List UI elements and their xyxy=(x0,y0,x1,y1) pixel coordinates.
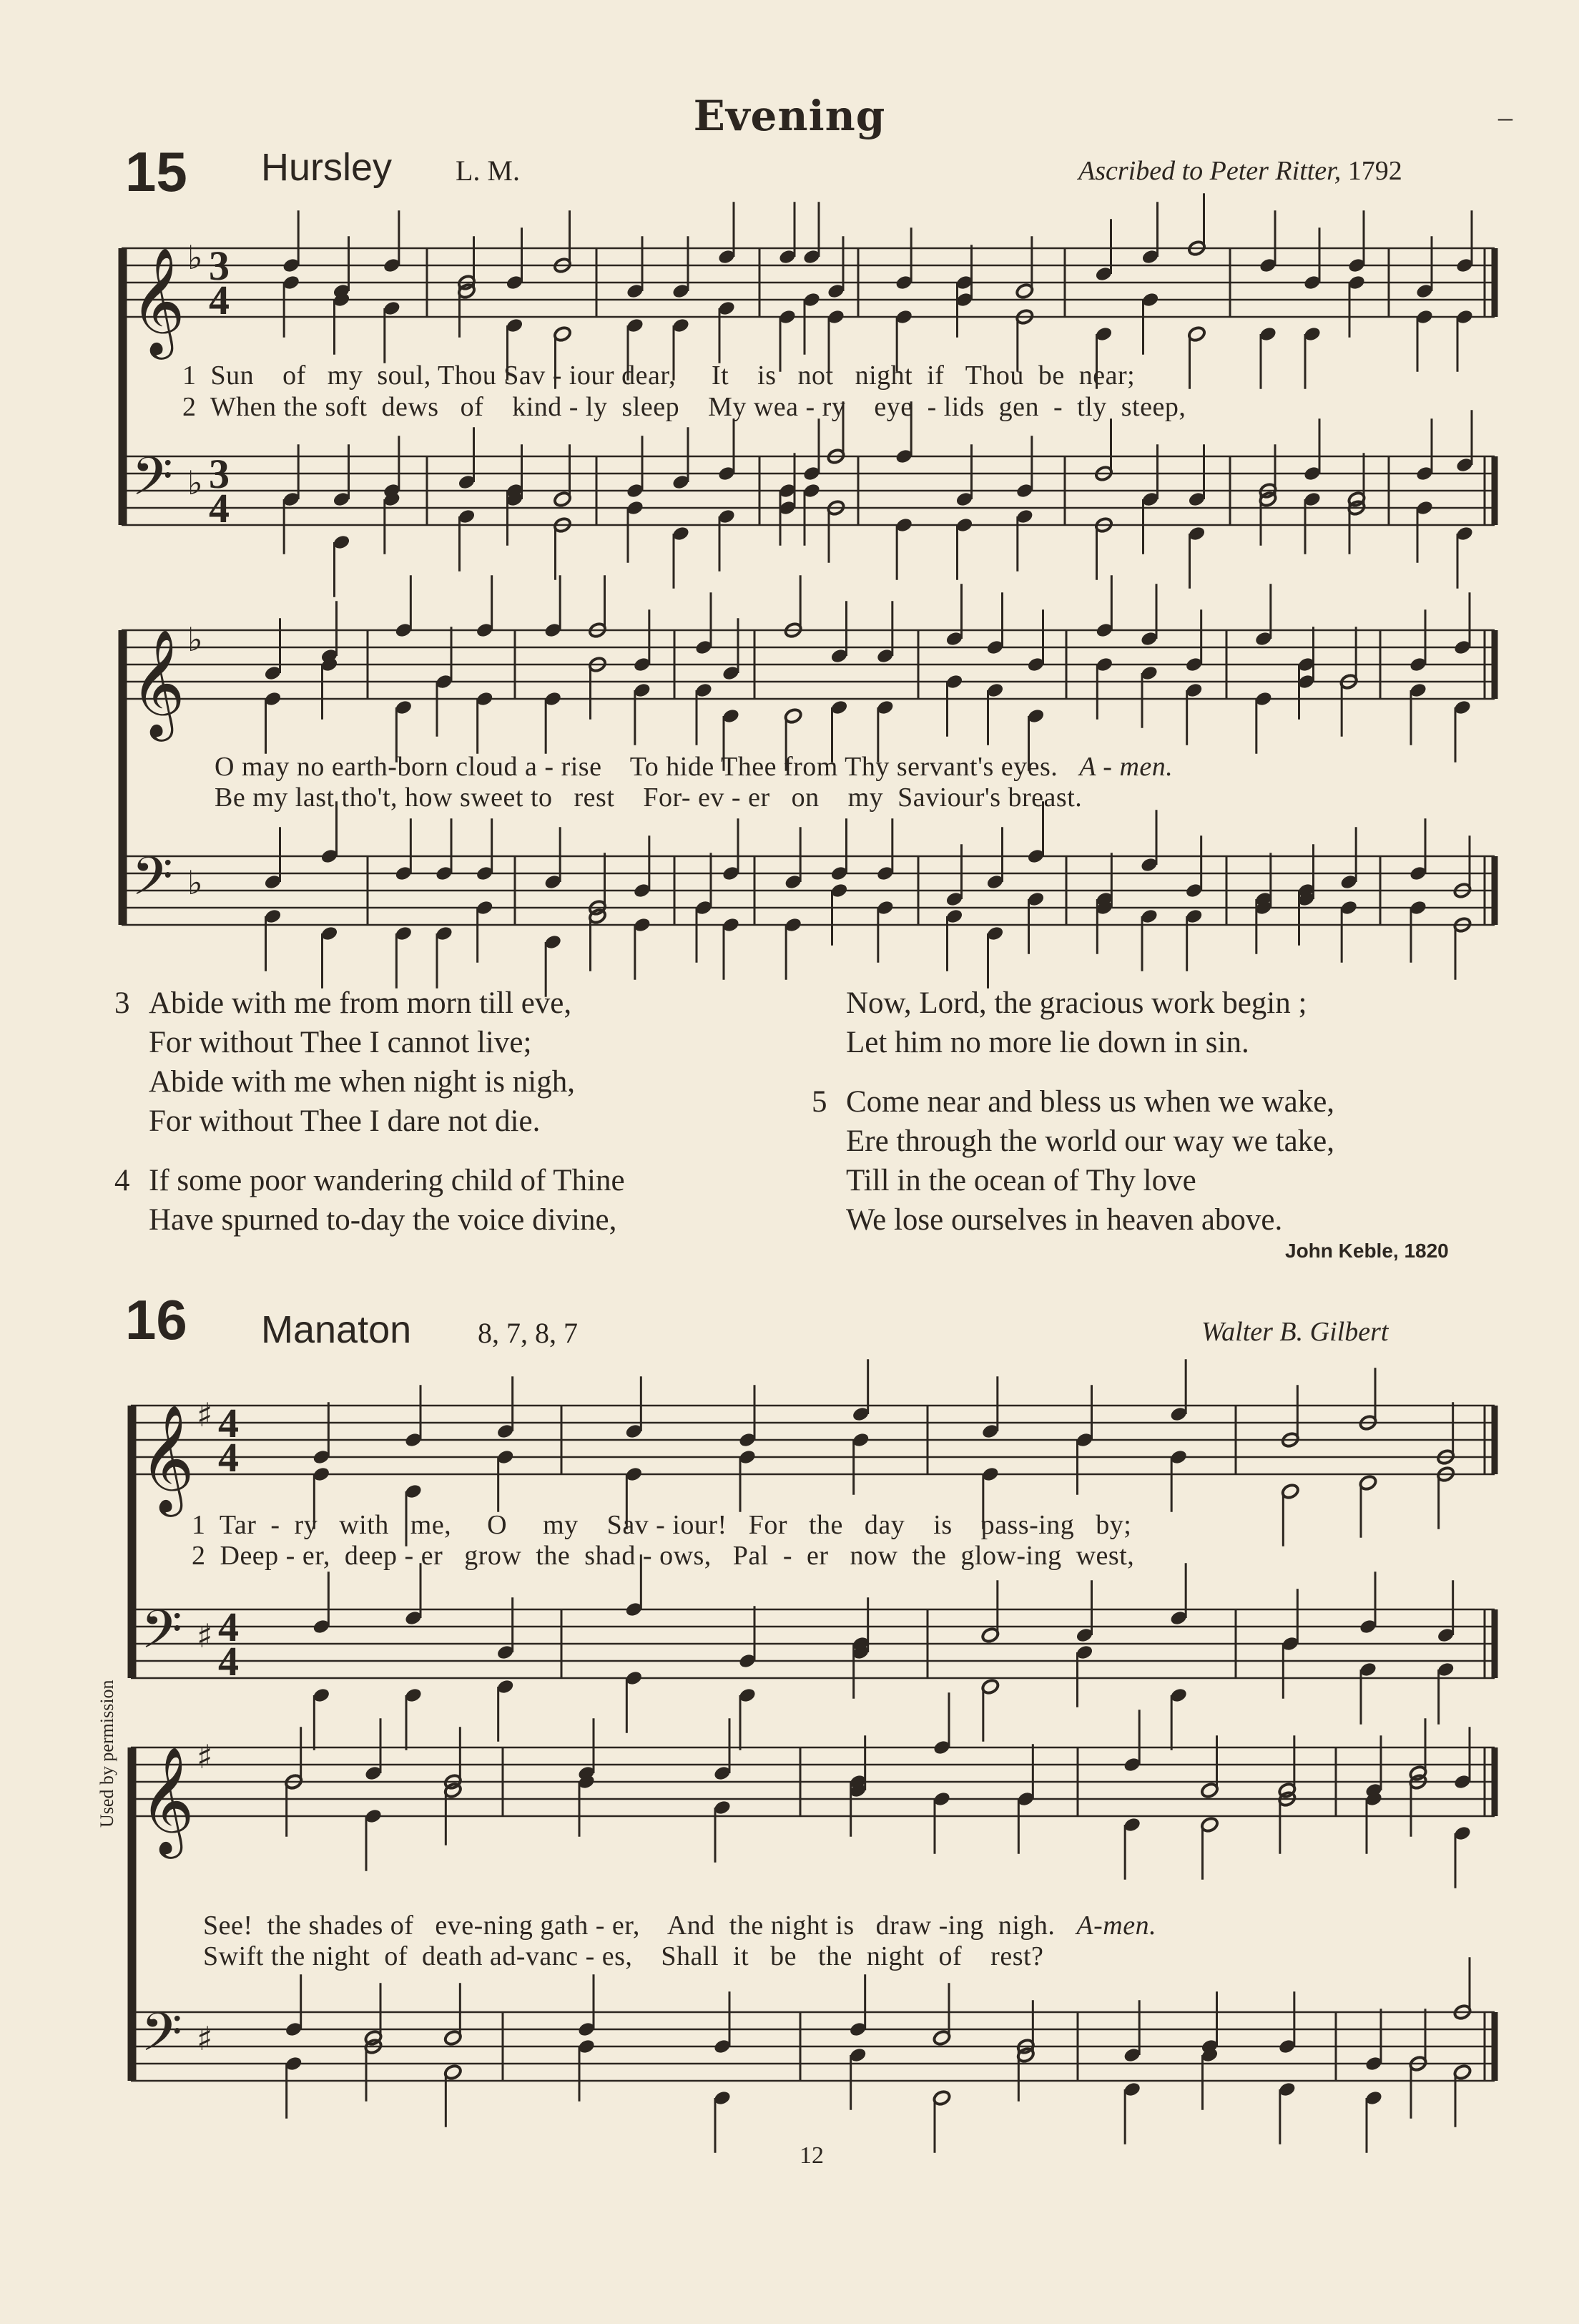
hymn-16-amen: A-men. xyxy=(1076,1911,1157,1941)
verse-text: Come near and bless us when we wake, xyxy=(846,1085,1335,1119)
verse-text: We lose ourselves in heaven above. xyxy=(846,1203,1283,1237)
h15-s1-treble-time-upper: 3 xyxy=(209,242,230,289)
verse-line xyxy=(812,1161,1334,1200)
hymn-16-composer: Walter B. Gilbert xyxy=(1201,1317,1389,1347)
verse-text: Let him no more lie down in sin. xyxy=(846,1026,1249,1059)
h16-s1-treble-time-upper: 4 xyxy=(218,1400,239,1446)
h15-s1-bass-time-lower: 4 xyxy=(209,485,230,531)
verse-text: Ere through the world our way we take, xyxy=(846,1124,1335,1158)
hymn-16-number: 16 xyxy=(125,1288,187,1351)
hymn-15-system-2-lyric-verse-1-text: O may no earth-born cloud a - rise To hide Thee from Thy servant's eyes. xyxy=(215,752,1058,782)
h15-s1-treble-clef: 𝄞 xyxy=(130,246,185,355)
h15-s2-bass-key: ♭ xyxy=(187,863,203,902)
verse-text: Abide with me from morn till eve, xyxy=(149,986,572,1020)
h16-s1-treble-time-lower: 4 xyxy=(218,1434,239,1481)
h15-s1-bass-clef: 𝄢 xyxy=(132,446,173,521)
verse-line xyxy=(114,1062,625,1102)
hymn-15-composer-year: 1792 xyxy=(1347,156,1402,186)
hymn-16-meter: 8, 7, 8, 7 xyxy=(478,1317,578,1349)
hymn-15-system-2-lyric-verse-2: Be my last tho't, how sweet to rest For- ev - er on my Saviour's breast. xyxy=(215,783,1083,813)
verse-text: Have spurned to-day the voice divine, xyxy=(149,1203,617,1237)
verse-number: 3 xyxy=(114,986,130,1020)
h16-s1-bass-clef: 𝄢 xyxy=(141,1599,182,1674)
h16-s1-bass-time-upper: 4 xyxy=(218,1604,239,1650)
verse-text: For without Thee I cannot live; xyxy=(149,1026,532,1059)
hymn-16-system-2-lyric-verse-1 xyxy=(203,1910,1156,1941)
corner-mark: – xyxy=(1498,101,1512,133)
h15-s1-bass-time-upper: 3 xyxy=(209,451,230,497)
verse-line xyxy=(114,1200,625,1240)
h15-s2-bass-clef: 𝄢 xyxy=(132,845,173,921)
h15-s2-treble-key: ♭ xyxy=(187,619,203,659)
h15-s2-treble-clef: 𝄞 xyxy=(130,628,185,737)
hymn-15-amen: A - men. xyxy=(1079,752,1174,782)
h16-s1-bass-key: ♯ xyxy=(197,1616,213,1655)
verse-text: For without Thee I dare not die. xyxy=(149,1104,541,1138)
section-heading: Evening xyxy=(693,92,886,140)
verse-number: 4 xyxy=(114,1164,130,1197)
verse-line xyxy=(812,1122,1334,1161)
hymn-15-number: 15 xyxy=(125,140,187,203)
page-number: 12 xyxy=(800,2142,824,2169)
verse-line xyxy=(812,1023,1334,1062)
h16-s1-treble-key: ♯ xyxy=(197,1395,213,1434)
hymn-15-system-2-lyric-verse-1 xyxy=(215,751,1173,783)
verse-text: If some poor wandering child of Thine xyxy=(149,1164,625,1197)
verse-line xyxy=(812,1082,1334,1122)
hymn-16-system-1-lyric-verse-1: 1 Tar - ry with me, O my Sav - iour! For the day is pass-ing by; xyxy=(192,1510,1132,1540)
hymn-16-system-2-lyric-verse-2: Swift the night of death ad-vanc - es, Shall it be the night of rest? xyxy=(203,1941,1044,1971)
verse-line xyxy=(114,1102,625,1141)
verse-line xyxy=(114,1023,625,1062)
h16-s2-treble-clef: 𝄞 xyxy=(139,1745,195,1854)
h16-s1-treble-clef: 𝄞 xyxy=(139,1403,195,1512)
h16-s2-treble-key: ♯ xyxy=(197,1737,213,1776)
permission-note: Used by permission xyxy=(97,1680,117,1828)
hymn-15-meter: L. M. xyxy=(456,155,520,187)
verse-line xyxy=(114,1161,625,1200)
h16-s1-bass-time-lower: 4 xyxy=(218,1638,239,1685)
verse-line xyxy=(812,1200,1334,1240)
h16-s2-bass-clef: 𝄢 xyxy=(141,2001,182,2077)
hymn-15-verses-right xyxy=(812,984,1334,1240)
verse-text: Now, Lord, the gracious work begin ; xyxy=(846,986,1307,1020)
hymn-16-system-1-lyric-verse-2: 2 Deep - er, deep - er grow the shad - ows, Pal - er now the glow-ing west, xyxy=(192,1541,1135,1571)
verse-line xyxy=(114,984,625,1023)
hymn-15-author: John Keble, 1820 xyxy=(1285,1240,1449,1262)
hymn-15-system-1-lyric-verse-2: 2 When the soft dews of kind - ly sleep My wea - ry eye - lids gen - tly steep, xyxy=(182,392,1186,422)
h15-s1-treble-key: ♭ xyxy=(187,237,203,277)
verse-text: Till in the ocean of Thy love xyxy=(846,1164,1196,1197)
h15-s1-bass-key: ♭ xyxy=(187,463,203,502)
hymn-16-tune-name: Manaton xyxy=(261,1308,412,1351)
hymn-15-tune-name: Hursley xyxy=(261,146,393,189)
h15-s1-treble-time-lower: 4 xyxy=(209,277,230,323)
verse-text: Abide with me when night is nigh, xyxy=(149,1065,575,1099)
verse-number: 5 xyxy=(812,1085,827,1119)
hymn-16-system-2-lyric-verse-1-text: See! the shades of eve-ning gath - er, And the night is draw -ing nigh. xyxy=(203,1911,1056,1941)
hymn-15-composer-name: Ascribed to Peter Ritter, xyxy=(1078,156,1342,186)
hymn-15-system-1-lyric-verse-1: 1 Sun of my soul, Thou Sav - iour dear, It is not night if Thou be near; xyxy=(182,361,1136,391)
h16-s2-bass-key: ♯ xyxy=(197,2019,213,2058)
hymn-15-verses-left xyxy=(114,984,625,1240)
verse-line xyxy=(812,984,1334,1023)
